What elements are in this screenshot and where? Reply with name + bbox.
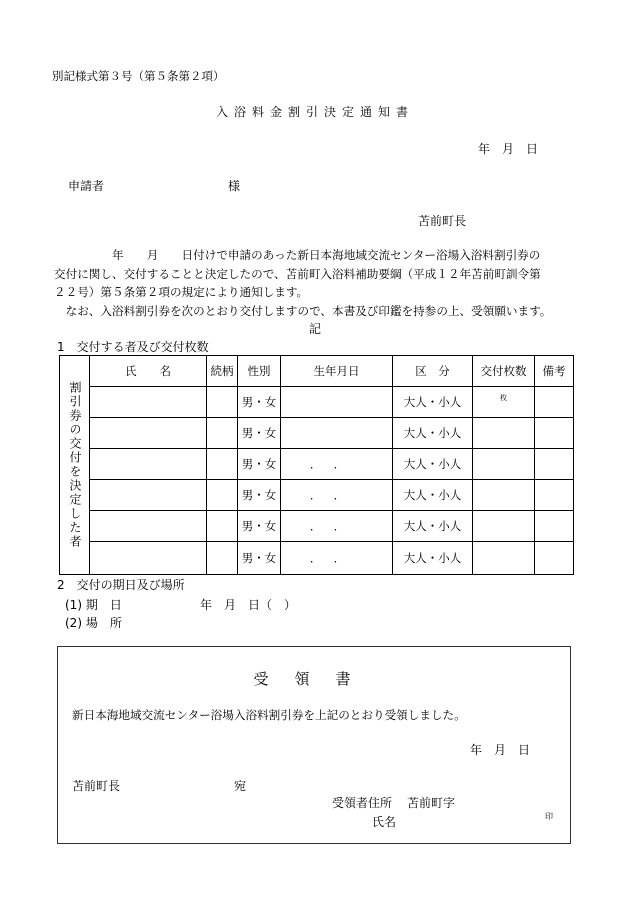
receipt-title: 受領書 (253, 670, 377, 688)
col-header-note: 備考 (535, 356, 574, 387)
table-header-row (60, 356, 574, 387)
vertical-label-text: 割引券の交付を決定した者 (68, 381, 82, 549)
col-header-relation: 続柄 (207, 356, 238, 387)
table-row (60, 449, 574, 480)
issuer: 苫前町長 (418, 214, 467, 228)
cell-category[interactable]: 大人・小人 (393, 418, 473, 449)
cell-count[interactable] (473, 449, 535, 480)
cell-sex[interactable]: 男・女 (238, 542, 281, 575)
cell-category[interactable]: 大人・小人 (393, 387, 473, 418)
cell-note[interactable] (535, 418, 574, 449)
cell-name[interactable] (90, 511, 207, 542)
vertical-label (60, 356, 90, 575)
ki-mark: 記 (308, 322, 321, 336)
receipt-box (57, 646, 571, 844)
cell-relation[interactable] (207, 511, 238, 542)
col-header-count: 交付枚数 (473, 356, 535, 387)
receipt-addressee: 苫前町長 (72, 779, 121, 793)
cell-note[interactable] (535, 511, 574, 542)
col-header-birthdate: 生年月日 (281, 356, 393, 387)
col-header-sex: 性別 (238, 356, 281, 387)
cell-name[interactable] (90, 542, 207, 575)
table-row (60, 480, 574, 511)
form-id: 別記様式第３号（第５条第２項） (52, 69, 225, 83)
cell-category[interactable]: 大人・小人 (393, 542, 473, 575)
cell-relation[interactable] (207, 542, 238, 575)
cell-relation[interactable] (207, 418, 238, 449)
cell-count[interactable] (473, 418, 535, 449)
issue-date: 年 月 日 (478, 142, 539, 156)
cell-birthdate[interactable] (281, 387, 393, 418)
section-1-heading: 1 交付する者及び交付枚数 (57, 340, 209, 354)
cell-count[interactable] (473, 511, 535, 542)
cell-sex[interactable]: 男・女 (238, 418, 281, 449)
body-line-1: 年 月 日付けで申請のあった新日本海地域交流センター浴場入浴料割引券の (54, 248, 541, 262)
cell-relation[interactable] (207, 480, 238, 511)
cell-relation[interactable] (207, 449, 238, 480)
cell-birthdate[interactable]: ．． (281, 542, 393, 575)
table-row (60, 511, 574, 542)
cell-name[interactable] (90, 449, 207, 480)
recipients-table (59, 355, 574, 575)
cell-category[interactable]: 大人・小人 (393, 511, 473, 542)
cell-note[interactable] (535, 449, 574, 480)
applicant-label: 申請者 (68, 179, 105, 193)
receipt-ate: 宛 (234, 779, 247, 793)
notice-body (54, 246, 586, 320)
delivery-date-value: 年 月 日（ ） (200, 598, 297, 612)
delivery-date-label: (1) 期 日 (65, 598, 122, 612)
honorific: 様 (228, 179, 241, 193)
body-line-2: 交付に関し、交付することと決定したので、苫前町入浴料補助要綱（平成１２年苫前町訓令第 (54, 266, 541, 281)
document-title: 入浴料金割引決定通知書 (215, 105, 414, 119)
table-row (60, 387, 574, 418)
receiver-address-value[interactable]: 苫前町字 (407, 796, 456, 810)
cell-note[interactable] (535, 542, 574, 575)
table-row (60, 542, 574, 575)
cell-count[interactable] (473, 387, 535, 418)
cell-note[interactable] (535, 480, 574, 511)
cell-birthdate[interactable]: ．． (281, 449, 393, 480)
table-row (60, 418, 574, 449)
sheet-unit: 枚 (500, 394, 507, 402)
cell-sex[interactable]: 男・女 (238, 480, 281, 511)
cell-sex[interactable]: 男・女 (238, 511, 281, 542)
receiver-address-label: 受領者住所 (332, 796, 393, 810)
col-header-name: 氏 名 (90, 356, 207, 387)
cell-birthdate[interactable]: ．． (281, 511, 393, 542)
cell-sex[interactable]: 男・女 (238, 449, 281, 480)
cell-birthdate[interactable]: ．． (281, 480, 393, 511)
cell-birthdate[interactable] (281, 418, 393, 449)
cell-name[interactable] (90, 387, 207, 418)
receiver-name-label: 氏名 (372, 815, 397, 829)
cell-category[interactable]: 大人・小人 (393, 449, 473, 480)
cell-relation[interactable] (207, 387, 238, 418)
body-line-4: なお、入浴料割引券を次のとおり交付しますので、本書及び印鑑を持参の上、受領願います。 (54, 303, 552, 318)
cell-category[interactable]: 大人・小人 (393, 480, 473, 511)
receipt-date: 年 月 日 (470, 743, 531, 757)
cell-name[interactable] (90, 418, 207, 449)
section-2-heading: 2 交付の期日及び場所 (57, 578, 185, 592)
cell-sex[interactable]: 男・女 (238, 387, 281, 418)
receipt-text: 新日本海地域交流センター浴場入浴料割引券を上記のとおり受領しました。 (72, 708, 466, 722)
cell-note[interactable] (535, 387, 574, 418)
cell-count[interactable] (473, 480, 535, 511)
seal-mark: 印 (545, 812, 553, 821)
delivery-place-label: (2) 場 所 (65, 616, 122, 630)
col-header-category: 区 分 (393, 356, 473, 387)
cell-count[interactable] (473, 542, 535, 575)
cell-name[interactable] (90, 480, 207, 511)
body-line-3: ２２号）第５条第２項の規定により通知します。 (54, 285, 309, 299)
